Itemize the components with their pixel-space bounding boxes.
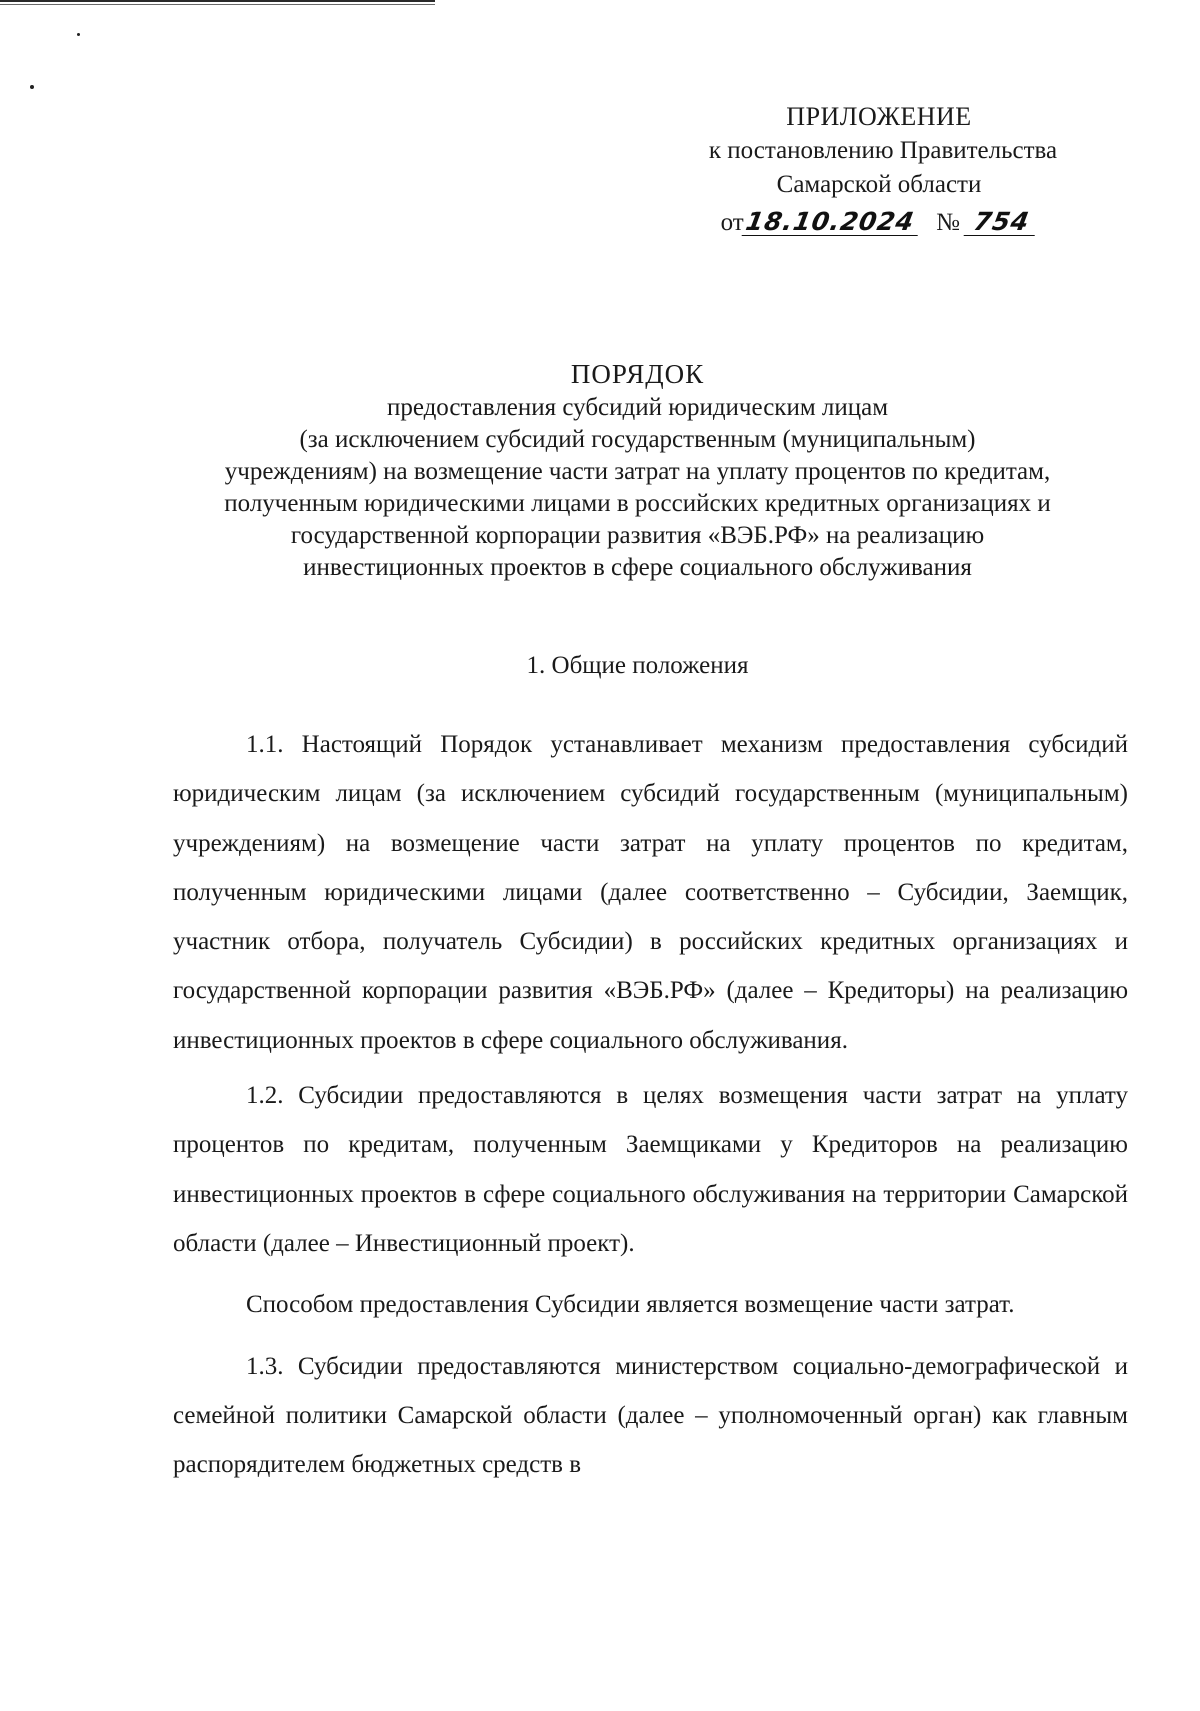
paragraph: 1.1. Настоящий Порядок устанавливает механизм предоставления субсидий юридическим лицам (за исключением субсидий государственным (муниципальным) учреждениям) на возмещение части затрат на уплату процентов по кредитам, полученным юридическими лицами (далее соответственно – Субсидии, Заемщик, участник отбора, получатель Субсидии) в российских кредитных организациях и государственной корпорации развития «ВЭБ.РФ» (далее – Кредиторы) на реализацию инвестиционных проектов в сфере социального обслуживания. [173,731,1128,1054]
paragraph: Способом предоставления Субсидии является возмещение части затрат. [246,1291,1015,1319]
body-text [173,720,1128,1489]
number-prefix: № [936,209,960,236]
paragraph: 1.3. Субсидии предоставляются министерством социально-демографической и семейной политики Самарской области (далее – уполномоченный орган) как главным распорядителем бюджетных средств в [173,1352,1128,1479]
handwritten-date: 18.10.2024 [741,209,922,236]
appendix-line: к постановлению Правительства [708,137,1058,164]
scan-artifact-line [0,4,435,5]
heading-line: предоставления субсидий юридическим лицам [386,394,889,421]
scan-speck [30,85,34,89]
document-title: ПОРЯДОК [570,359,705,389]
heading-line: (за исключением субсидий государственным (муниципальным) [299,426,976,453]
appendix-block [644,100,1114,240]
heading-line: инвестиционных проектов в сфере социального обслуживания [303,554,972,581]
appendix-date-row [644,206,1114,240]
appendix-line: Самарской области [776,171,982,198]
handwritten-number: 754 [964,209,1040,236]
scan-artifact-line [0,0,435,2]
section-title: 1. Общие положения [526,652,749,679]
date-prefix: от [720,209,744,236]
document-heading [160,358,1115,584]
scan-speck [77,33,80,36]
heading-line: государственной корпорации развития «ВЭБ.РФ» на реализацию [290,522,985,549]
paragraph: 1.2. Субсидии предоставляются в целях возмещения части затрат на уплату процентов по кредитам, полученным Заемщиками у Кредиторов на реализацию инвестиционных проектов в сфере социального обслуживания на территории Самарской области (далее – Инвестиционный проект). [173,1082,1128,1257]
heading-line: полученным юридическими лицами в российских кредитных организациях и [224,490,1051,517]
appendix-title: ПРИЛОЖЕНИЕ [786,102,972,131]
heading-line: учреждениям) на возмещение части затрат на уплату процентов по кредитам, [224,458,1051,485]
